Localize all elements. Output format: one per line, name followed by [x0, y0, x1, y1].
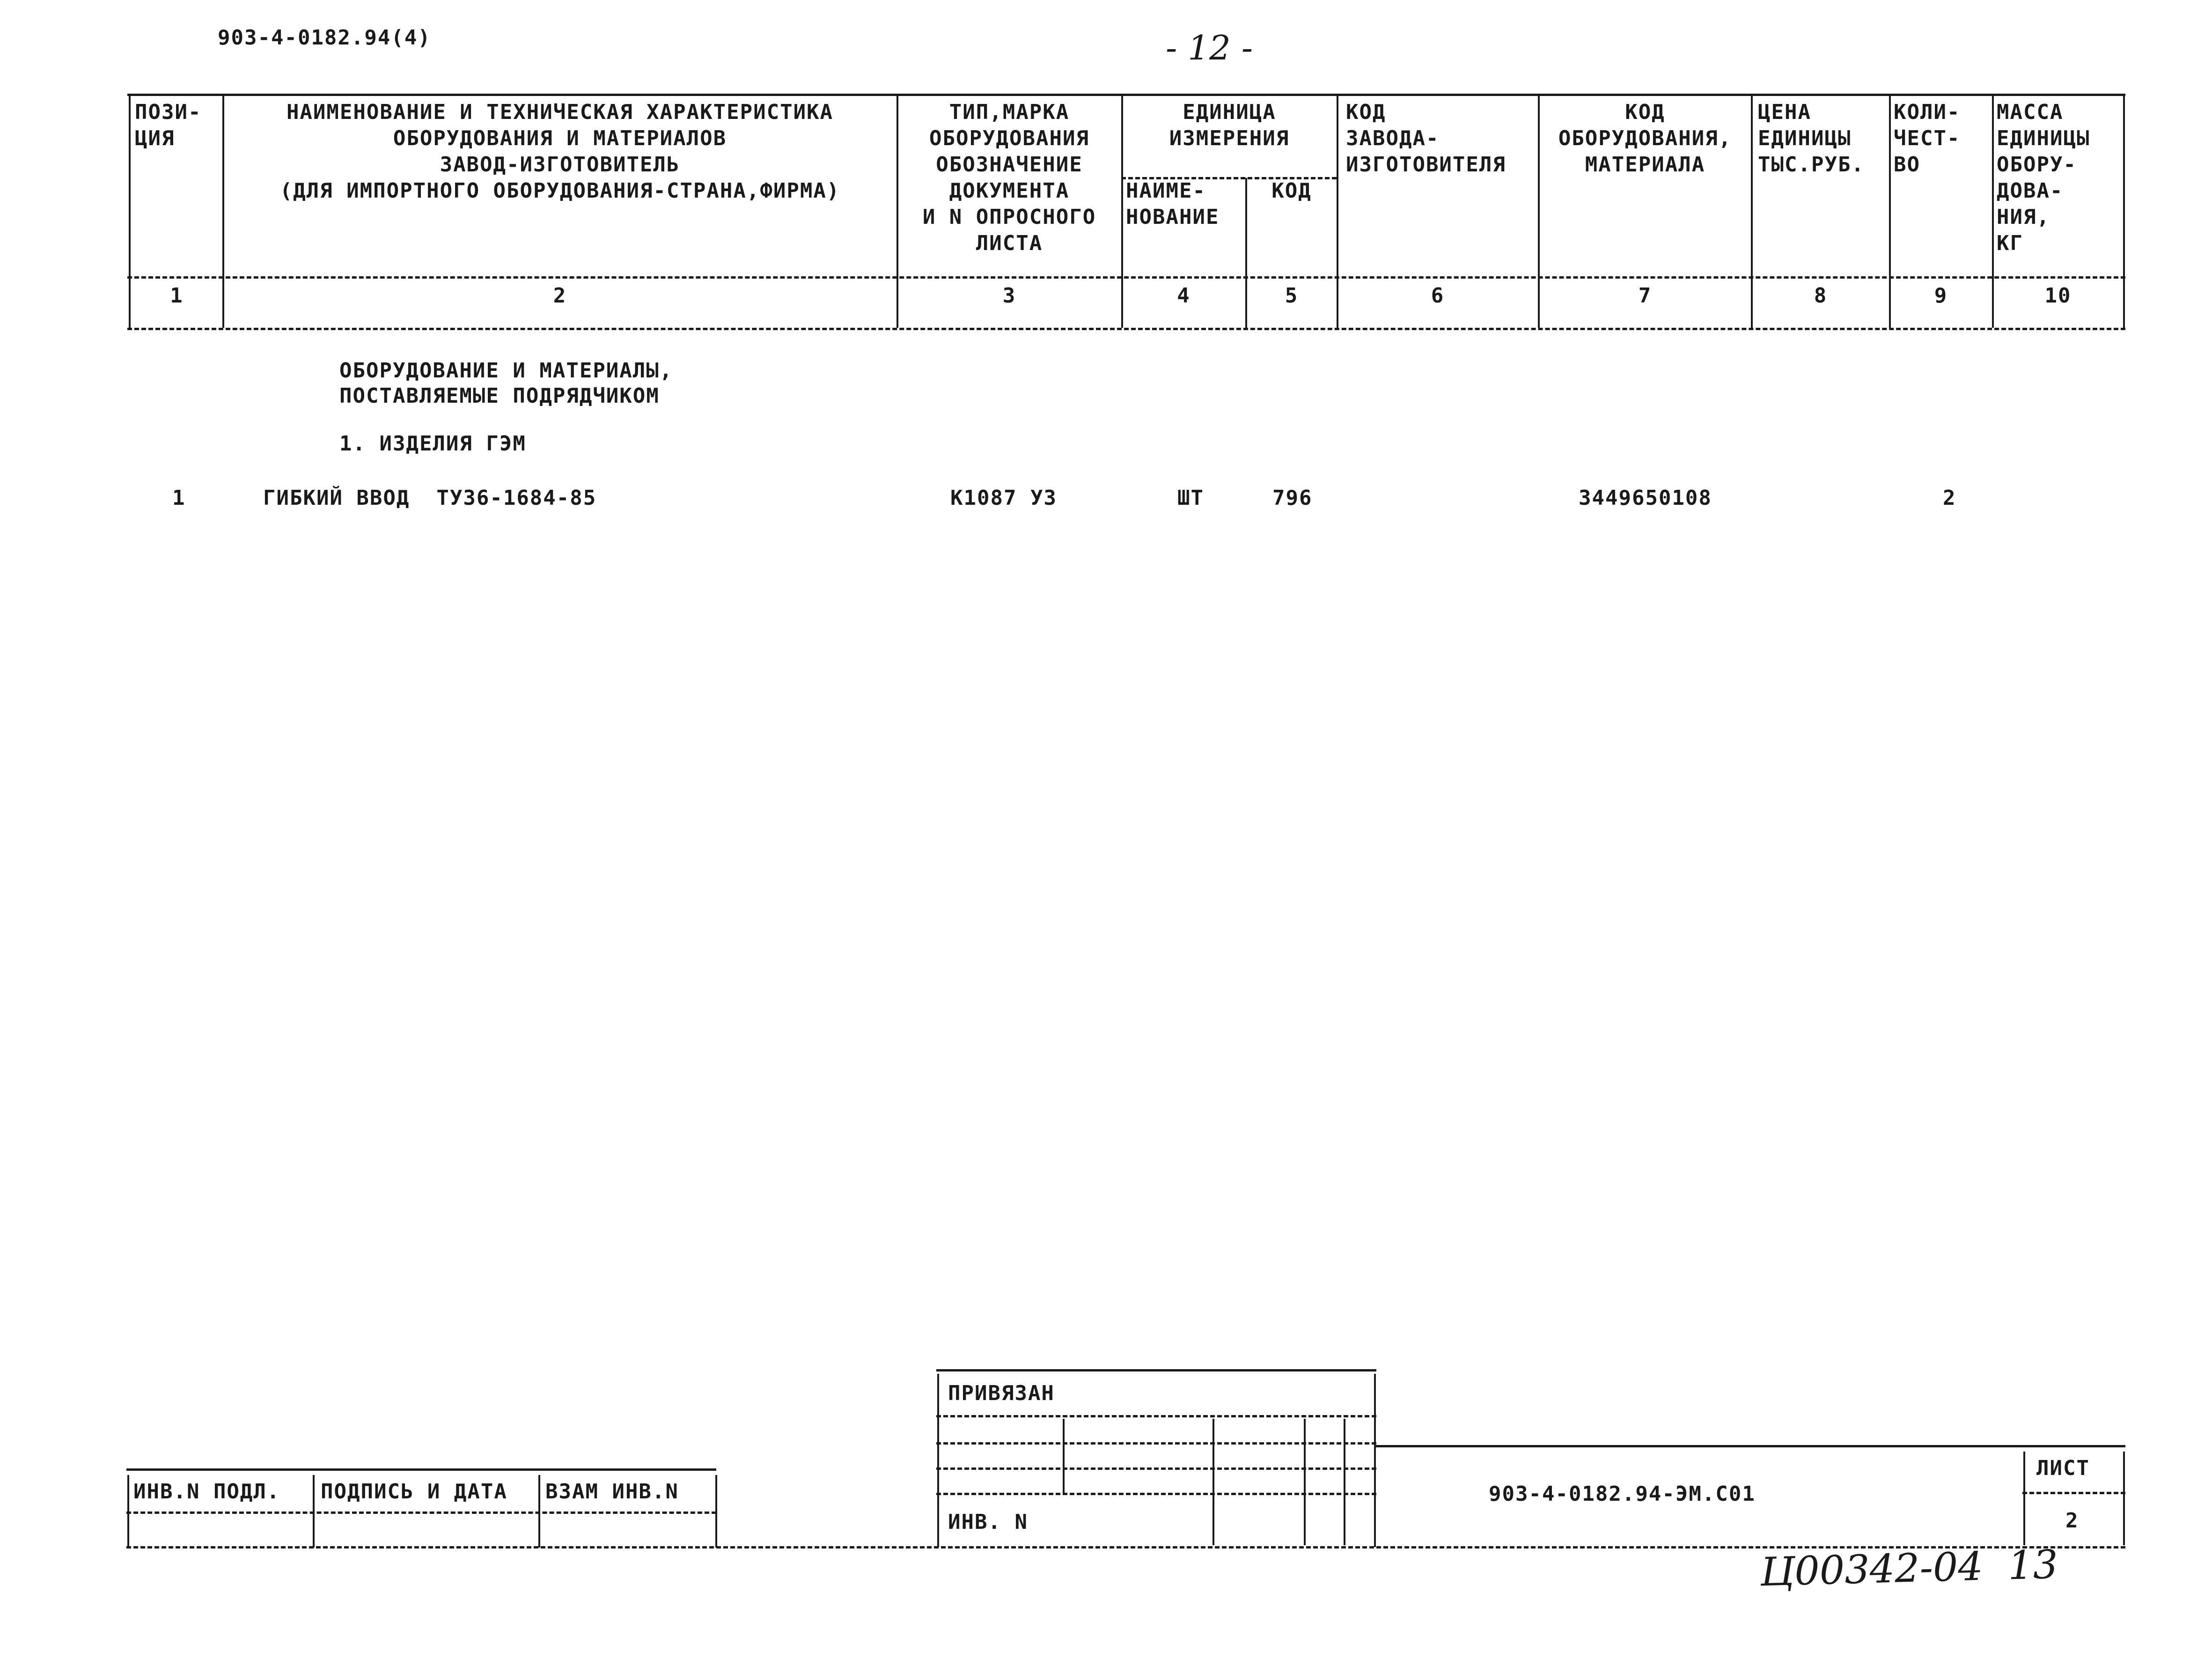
header-price: ЦЕНА ЕДИНИЦЫ ТЫС.РУБ. — [1758, 100, 1865, 177]
section-title: ПОСТАВЛЯЕМЫЕ ПОДРЯДЧИКОМ — [339, 384, 660, 408]
col-divider — [1337, 96, 1338, 328]
section-title: ОБОРУДОВАНИЕ И МАТЕРИАЛЫ, — [339, 359, 673, 383]
col-divider — [2123, 96, 2125, 328]
column-number: 9 — [1934, 284, 1948, 308]
stamp-bound-label: ПРИВЯЗАН — [948, 1381, 1055, 1405]
header-equipment-code: КОД ОБОРУДОВАНИЯ, МАТЕРИАЛА — [1558, 100, 1732, 177]
stamp-divider — [1344, 1419, 1345, 1545]
column-number: 8 — [1814, 284, 1828, 308]
header-unit-group: ЕДИНИЦА ИЗМЕРЕНИЯ — [1169, 100, 1290, 150]
stamp-replace-label: ВЗАМ ИНВ.N — [545, 1480, 679, 1504]
stamp-border — [2022, 1492, 2125, 1494]
section-subtitle: 1. ИЗДЕЛИЯ ГЭМ — [339, 432, 526, 456]
row-position: 1 — [172, 486, 186, 510]
header-unit-code: КОД — [1271, 179, 1312, 203]
stamp-divider — [2023, 1452, 2025, 1545]
table-numbers-bottom-border — [127, 328, 2125, 330]
col-divider — [1889, 96, 1891, 328]
header-position: ПОЗИ- ЦИЯ — [135, 100, 202, 150]
stamp-border — [936, 1467, 1376, 1470]
col-divider — [222, 96, 224, 328]
stamp-divider — [937, 1374, 939, 1547]
stamp-sheet-number: 2 — [2065, 1509, 2079, 1533]
stamp-inv-label: ИНВ. N — [948, 1510, 1028, 1534]
stamp-divider — [1213, 1419, 1214, 1545]
row-equipment-code: 3449650108 — [1579, 486, 1712, 510]
stamp-border — [936, 1493, 1376, 1495]
stamp-signature-label: ПОДПИСЬ И ДАТА — [321, 1480, 507, 1504]
column-number: 3 — [1002, 284, 1016, 308]
stamp-divider — [1304, 1419, 1306, 1545]
col-divider — [897, 96, 898, 328]
document-code-top: 903-4-0182.94(4) — [218, 26, 431, 50]
column-number: 6 — [1431, 284, 1445, 308]
col-divider — [1538, 96, 1540, 328]
header-factory-code: КОД ЗАВОДА- ИЗГОТОВИТЕЛЯ — [1346, 100, 1506, 177]
stamp-doc-code: 903-4-0182.94-ЭМ.С01 — [1489, 1482, 1756, 1506]
row-unit-code: 796 — [1272, 486, 1313, 510]
table-top-border — [127, 94, 2125, 96]
header-type: ТИП,МАРКА ОБОРУДОВАНИЯ ОБОЗНАЧЕНИЕ ДОКУМЕНТА И N ОПРОСНОГО ЛИСТА — [922, 100, 1096, 255]
header-mass: МАССА ЕДИНИЦЫ ОБОРУ- ДОВА- НИЯ, КГ — [1997, 100, 2090, 255]
column-number: 10 — [2044, 284, 2072, 308]
stamp-border — [936, 1415, 1376, 1417]
row-type: К1087 У3 — [950, 486, 1057, 510]
column-number: 2 — [553, 284, 567, 308]
col-divider — [1751, 96, 1753, 328]
column-number: 5 — [1285, 284, 1299, 308]
stamp-border — [126, 1512, 716, 1514]
stamp-divider — [127, 1475, 129, 1548]
stamp-border — [126, 1468, 716, 1471]
header-name: НАИМЕНОВАНИЕ И ТЕХНИЧЕСКАЯ ХАРАКТЕРИСТИКА ОБОРУДОВАНИЯ И МАТЕРИАЛОВ ЗАВОД-ИЗГОТОВИТЕЛЬ (ДЛЯ ИМПОРТНОГО ОБОРУДОВАНИЯ-СТРАНА,ФИРМА) — [279, 100, 840, 203]
stamp-divider — [538, 1475, 540, 1548]
stamp-divider — [1374, 1374, 1376, 1547]
column-number: 4 — [1177, 284, 1191, 308]
row-unit-name: ШТ — [1177, 486, 1204, 510]
header-unit-name: НАИМЕ- НОВАНИЕ — [1126, 179, 1220, 229]
stamp-sheet-label: ЛИСТ — [2036, 1456, 2090, 1480]
col-divider — [1992, 96, 1994, 328]
stamp-border — [936, 1369, 1376, 1371]
stamp-border — [1374, 1445, 2125, 1447]
column-number: 7 — [1638, 284, 1652, 308]
col-divider — [1245, 178, 1247, 328]
stamp-divider — [313, 1475, 315, 1548]
col-divider — [1121, 96, 1123, 328]
row-name: ГИБКИЙ ВВОД ТУ36-1684-85 — [263, 486, 597, 510]
col-divider — [129, 96, 131, 328]
stamp-border — [936, 1442, 1376, 1445]
stamp-inventory-label: ИНВ.N ПОДЛ. — [133, 1480, 280, 1504]
column-number: 1 — [170, 284, 184, 308]
stamp-divider — [715, 1475, 717, 1548]
table-header-bottom-border — [127, 276, 2125, 279]
header-quantity: КОЛИ- ЧЕСТ- ВО — [1894, 100, 1961, 177]
row-quantity: 2 — [1943, 486, 1956, 510]
stamp-divider — [1063, 1419, 1065, 1494]
handwritten-archive-code: Ц00342-04 13 — [1759, 1541, 2059, 1595]
stamp-divider — [2123, 1452, 2125, 1545]
page-number: - 12 - — [1166, 28, 1253, 67]
